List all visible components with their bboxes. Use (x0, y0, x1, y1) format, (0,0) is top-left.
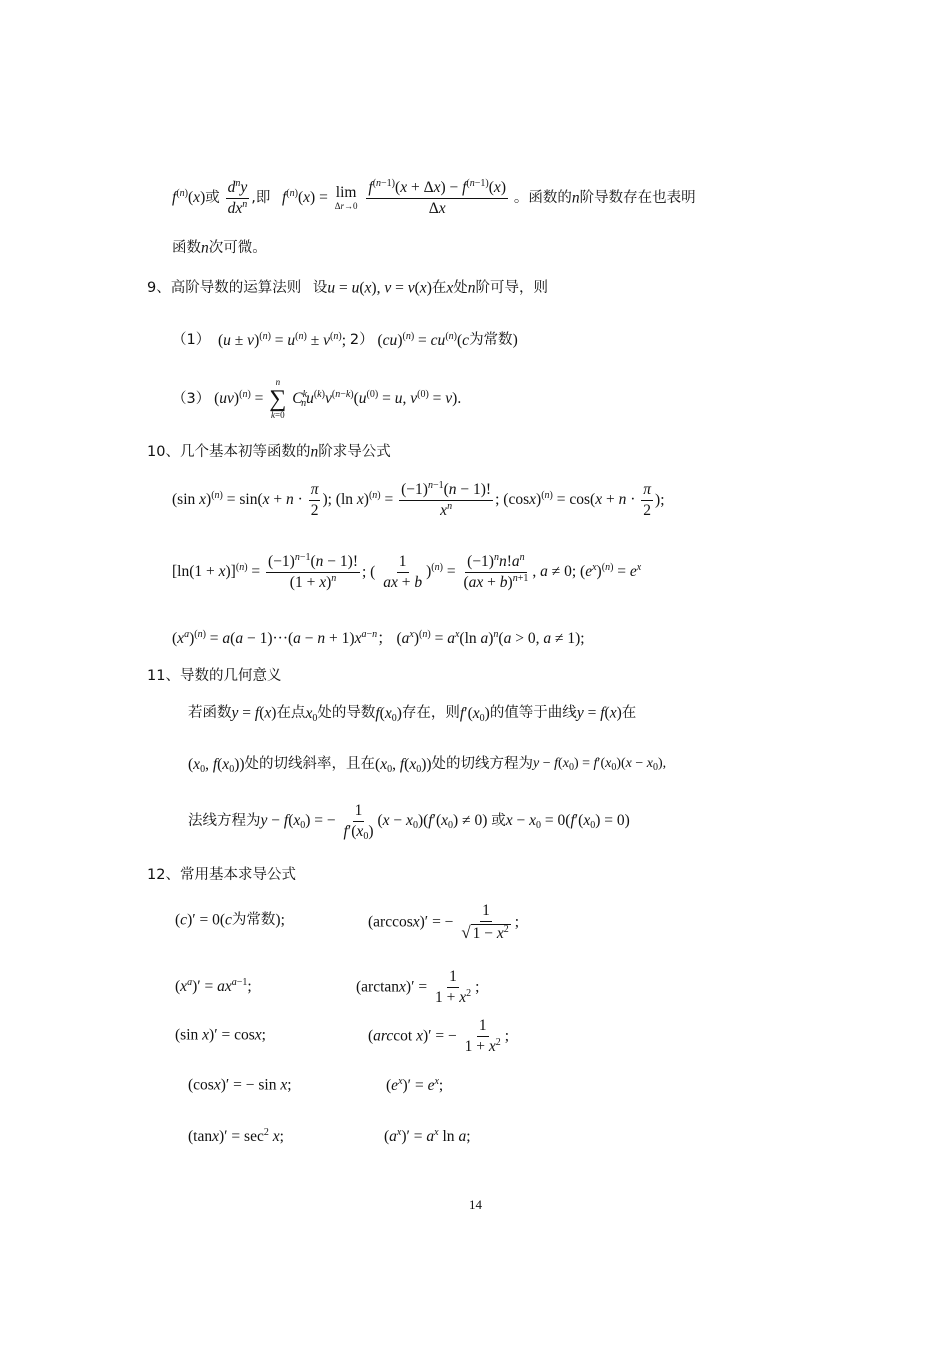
derivative-tan: $(\tan x)' = \sec^2 x$; (188, 1126, 284, 1145)
derivative-exp: $(e^x)' = e^x$; (386, 1075, 444, 1094)
text-line2: 函数 (172, 240, 201, 257)
derivative-arctan: (arctanx)′ = $\frac{1}{1 + x^2}$ ; (356, 968, 480, 1006)
fraction-ln-nth: $\frac{(-1)^{n-1}(n - 1)!}{x^n}$ (401, 480, 492, 519)
rule-1-2: （1） $(u \pm v)^{(n)} = u^{(n)} \pm v^{(n)}$; 2） $(cu)^{(n)} = cu^{(n)}(c$为常数) (172, 330, 518, 349)
g1-e: 的值等于曲线 (489, 705, 577, 722)
geometric-meaning-line2: ($x_0$, $f(x_0)$)处的切线斜率，且在($x_0$, $f(x_0)$)处的切线方程为$y - f(x_0) = f'(x_0)(x - x_0)$, (188, 755, 667, 775)
rule-3-label: （3） (172, 390, 211, 407)
lim-label: lim (335, 183, 357, 201)
text-or: 或 (205, 189, 220, 206)
page-number: 14 (469, 1197, 482, 1212)
text-line1-tail: 。函数的 (513, 189, 572, 206)
text-line1-tail2: 阶导数存在也表明 (579, 189, 696, 206)
derivative-sin: (sin x)′ = cosx; (175, 1026, 266, 1044)
s9-end: 阶可导，则 (475, 280, 548, 297)
derivative-arccot: (arccot x)′ = − $\frac{1}{1 + x^2}$ ; (368, 1017, 510, 1055)
s11-title-text: 11、导数的几何意义 (147, 668, 282, 685)
s10-title-text: 10、几个基本初等函数的 (147, 444, 311, 461)
const-text-2: 为常数 (231, 912, 276, 929)
g3-a: 法线方程为 (188, 812, 261, 829)
g2-b: 处的切线方程为 (431, 756, 534, 773)
s10-title-text2: 阶求导公式 (318, 444, 391, 461)
formula-sin-ln-cos: (sin x)$^{(n)}$ = sin(x + n · $\frac{\pi}{2}$ ); (ln x)$^{(n)}$ = $\frac{(-1)^{n-1}(n - 1)!}{x^n}$ ; $(\cos x)^{(n)} = \cos(x + n$ · $\frac{\pi}{2}$ ); (172, 480, 665, 519)
derivative-power: $(x^a)' = ax^{a-1}$; (175, 976, 252, 995)
fraction-arccot: $\frac{1}{1 + x^2}$ (464, 1017, 501, 1055)
derivative-cos: (cosx)′ = − sin x; (188, 1076, 292, 1094)
text-line2b: 次可微。 (208, 240, 267, 257)
formula-power-exponential: $(x^a)^{(n)} = a(a - 1)\cdot\cdot\cdot(a - n + 1)x^{a-n}$； $(a^x)^{(n)} = a^x(\ln$ a)$^n$(a > 0, a ≠ 1); (172, 628, 585, 647)
fraction-pi-over-2: $\frac{\pi}{2}$ (310, 481, 319, 519)
s9-at: 在 (431, 280, 447, 297)
limit-operator: lim Δr→0 (334, 183, 358, 212)
sin-label: sin (180, 1026, 199, 1044)
const-text: 为常数 (469, 332, 513, 349)
fraction-difference-quotient: $\frac{f^{(n-1)}(x + \Delta x) - f^{(n-1)}(x)}{\Delta x}$ (368, 178, 506, 217)
rule-2-label: 2） (349, 332, 374, 349)
s9-title-text: 9、高阶导数的运算法则 (147, 280, 302, 297)
s9-x: 处 (453, 280, 468, 297)
text-ie: ,即 (251, 189, 271, 206)
g2-a: 处的切线斜率，且在 (244, 756, 376, 773)
s12-title-text: 12、常用基本求导公式 (147, 867, 296, 884)
section-11-title (147, 668, 281, 684)
g1-b: 在点 (276, 705, 306, 722)
fraction-arctan: $\frac{1}{1 + x^2}$ (434, 968, 472, 1006)
derivative-arccos: (arccosx)′ = − 1 √ $1 - x^2$ ; (368, 902, 520, 942)
arccos-label: (arccos (368, 913, 413, 931)
line-differentiable: 函数n次可微。 (172, 239, 267, 257)
derivative-ax: $(a^x)' = a^x$ ln a; (384, 1126, 471, 1145)
fraction-dny-dxn: $d^ny$ $dx^n$ (227, 178, 248, 217)
g3-or: 或 (491, 812, 506, 829)
s9-set: 设 (312, 280, 328, 297)
sec-label: sec (244, 1127, 264, 1145)
fraction-arccos: 1 √ $1 - x^2$ (461, 902, 509, 942)
g1-d: 存在，则 (401, 705, 460, 722)
derivative-const: (c)′ = 0(c为常数); (175, 911, 285, 929)
ln-label: ln (442, 1127, 455, 1145)
fraction-ln1x: $\frac{(-1)^{n-1}(n - 1)!}{(1 + x)^n}$ (268, 552, 358, 591)
g1-f: 在 (621, 705, 637, 722)
rule-1-label: （1） (172, 332, 211, 349)
section-12-title (147, 867, 296, 883)
line-nth-derivative-definition: $f^{(n)}(x)$或 $d^ny$ $dx^n$ ,即 $f^{(n)}(x)$ = lim Δr→0 $\frac{f^{(n-1)}(x + \Delta x) - f^{(n-1)}(x)}{\Delta x}$ 。函数的n阶导数存在也表明 (172, 178, 696, 217)
normal-line-equation: 法线方程为$y - f(x_0)$ = − $\frac{1}{f'(x_0)}$ $(x - x_0)(f'(x_0) \ne 0)$ 或$x - x_0 = 0(f'(x_0) = 0)$ (188, 802, 630, 842)
fraction-pi-over-2-b: $\frac{\pi}{2}$ (643, 481, 652, 519)
rule-3-leibniz: （3） (uv)$^{(n)}$ = n ∑ k=0 $C^k_nu^{(k)}v^{(n-k)}(u^{(0)} = u$, $v^{(0)} = v$). (172, 377, 462, 420)
section-10-title: 10、几个基本初等函数的n阶求导公式 (147, 443, 391, 461)
section-9-title: 9、高阶导数的运算法则 设u = u(x), v = v(x)在x处n阶可导，则 (147, 279, 548, 297)
g1-c: 处的导数 (317, 705, 376, 722)
fraction-one-over-axb: $\frac{1}{ax + b}$ (383, 553, 423, 591)
fraction-normal-slope: $\frac{1}{f'(x_0)}$ (343, 802, 374, 842)
g1-a: 若函数 (188, 705, 232, 722)
fraction-reciprocal-nth: $\frac{(-1)^nn!a^n}{(ax + b)^{n+1}}$ (463, 552, 529, 591)
sqrt-1-minus-x2: √ $1 - x^2$ (461, 923, 509, 942)
arctan-label: (arctan (356, 978, 400, 996)
cos-label: cos (234, 1026, 255, 1044)
sum-symbol: n ∑ k=0 (269, 377, 287, 420)
geometric-meaning-line1: 若函数y = f(x)在点$x_0$处的导数$f(x_0)$存在，则$f'(x_0)$的值等于曲线y = f(x)在 (188, 704, 637, 724)
formula-ln1x-reciprocal-exp: $[\ln(1 + x)]^{(n)}$ = $\frac{(-1)^{n-1}(n - 1)!}{(1 + x)^n}$ ; ( $\frac{1}{ax + b}$ )$^{(n)}$ = $\frac{(-1)^nn!a^n}{(ax + b)^{n+1}}$ , a ≠ 0; $(e^x)^{(n)} = e^x$ (172, 552, 642, 591)
